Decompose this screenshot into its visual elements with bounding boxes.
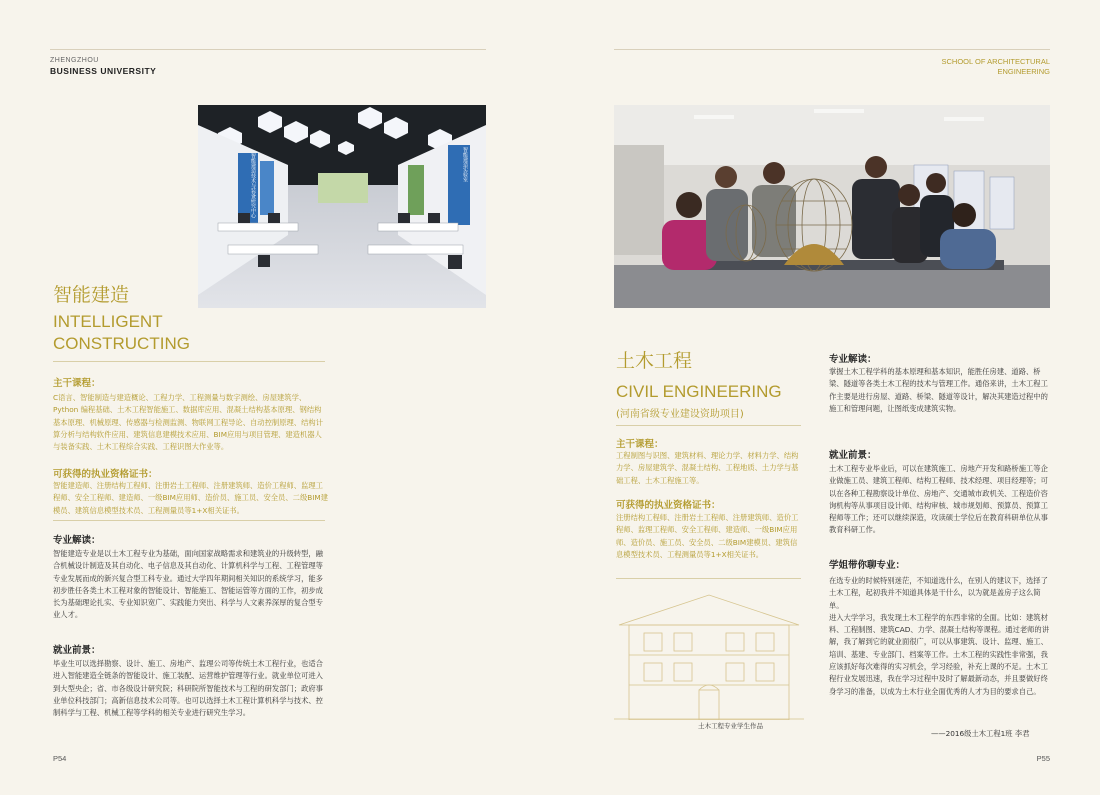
intro-heading: 专业解读： [829, 354, 877, 365]
section-divider [53, 520, 325, 521]
intro-heading: 专业解读： [53, 535, 101, 546]
courses-text: C语言、智能制造与建造概论、工程力学、工程测量与数字测绘、房屋建筑学、Python 编程基础、土木工程智能施工、数据库应用、混凝土结构基本原理、钢结构基本原理、机械原理、传感器与检测监测、物联网工程导论、自动控制原理、结构计算分析与结构软件应用、建筑信息建模技术应用、BIM应用与项目管理、建造机器人与装备实践、土木工程综合实践、工程识图大作业等。 [53, 393, 323, 452]
school-line-1: SCHOOL OF ARCHITECTURAL [941, 57, 1050, 66]
job-heading: 就业前景： [53, 645, 101, 656]
cert-heading: 可获得的执业资格证书： [53, 469, 158, 480]
major-title-cn: 智能建造 [53, 284, 130, 306]
courses-heading: 主干课程： [53, 378, 101, 389]
major-subtitle: (河南省级专业建设资助项目) [616, 409, 744, 420]
cert-text: 注册结构工程师、注册岩土工程师、注册建筑师、造价工程师、监理工程师、安全工程师、建造师、一级BIM应用师、造价员、施工员、安全员、二级BIM建模员、建筑信息模型技术员、工程测量员等1+X相关证书。 [616, 513, 799, 559]
major-title-en-2: CONSTRUCTING [53, 334, 190, 353]
cert-text: 智能建造师、注册结构工程师、注册岩土工程师、注册建筑师、造价工程师、监理工程师、安全工程师、建造师、一级BIM应用师、造价员、施工员、安全员、二级BIM建模员、建筑信息模型技术员、工程测量员等1+X相关证书。 [53, 481, 328, 515]
intro-text: 掌握土木工程学科的基本原理和基本知识，能胜任房建、道路、桥梁、隧道等各类土木工程的技术与管理工作。通俗来讲，土木工程工作主要是进行房屋、道路、桥梁、隧道等设计，解决其建造过程中的施工和管理问题，让图纸变成建筑实物。 [829, 367, 1048, 413]
brand-line-1: ZHENGZHOU [50, 57, 99, 64]
signature: ——2016级土木工程1班 李君 [931, 729, 1030, 738]
job-text: 土木工程专业毕业后，可以在建筑施工、房地产开发和路桥施工等企业做施工员、建筑工程师、结构工程师、技术经理、项目经理等；可以在各种工程勘察设计单位、房地产、交通城市政机关、工程造价咨询机构等从事项目设计师、结构审核、城市规划师、预算员、预算工程师等工作；还可以继续深造，攻读硕士学位后在教育科研单位从事教育科研工作。 [829, 464, 1048, 535]
title-divider [616, 425, 801, 426]
intro-text: 智能建造专业是以土木工程专业为基础，面向国家战略需求和建筑业的升级转型，融合机械设计制造及其自动化、电子信息及其自动化、计算机科学与工程、工程管理等专业发展而成的新兴复合型工科专业。通过大学四年期间相关知识的系统学习，能多初步胜任各类土木工程对象的智能设计、智能施工、智能运管等方面的工作，初步成长为基础理论扎实、专业知识宽广、实践能力突出、科学与人文素养深厚的复合型专业人才。 [53, 549, 323, 620]
courses-text: 工程制图与识图、建筑材料、理论力学、材料力学、结构力学、房屋建筑学、混凝土结构、工程地质、土力学与基础工程、土木工程施工等。 [616, 451, 799, 485]
school-name [942, 57, 1051, 77]
top-rule [614, 49, 1050, 50]
page-number-left: P54 [53, 754, 67, 763]
right-page [550, 0, 1100, 795]
top-rule [50, 49, 486, 50]
major-title-en-1: INTELLIGENT [53, 312, 163, 331]
school-line-2: ENGINEERING [997, 67, 1050, 76]
major-title-en: CIVIL ENGINEERING [616, 382, 782, 401]
page-number-right: P55 [1036, 754, 1050, 763]
building-drawing [614, 585, 804, 720]
job-text: 毕业生可以选择勘察、设计、施工、房地产、监理公司等传统土木工程行业，也适合进入智能建造全链条的智能设计、施工装配、运营维护管理等行业。就业单位可进入到大型央企；省、市各级设计研究院；科研院所智能技术与工程的研发部门；政府事业单位科技部门；高新信息技术公司等。也可以选择土木工程计算机科学与技术、控制科学与工程、机械工程等学科的相关专业进行研究生学习。 [53, 659, 323, 718]
university-brand [50, 56, 156, 76]
photo-caption: 土木工程专业学生作品 [698, 722, 763, 730]
senior-heading: 学姐带你聊专业： [829, 560, 906, 571]
major-title-cn: 土木工程 [616, 350, 693, 372]
cert-heading: 可获得的执业资格证书： [616, 500, 721, 511]
lab-photo [198, 105, 486, 308]
courses-heading: 主干课程： [616, 439, 664, 450]
lab-sign-left: 智能建造技术与装备研究中心 [250, 153, 256, 218]
students-photo [614, 105, 1050, 308]
title-divider [53, 361, 325, 362]
brand-line-2: BUSINESS UNIVERSITY [50, 66, 157, 76]
job-heading: 就业前景： [829, 450, 877, 461]
section-divider [616, 578, 801, 579]
senior-text: 在选专业的时候特别迷茫，不知道选什么，在别人的建议下，选择了土木工程，起初我并不知道具体是干什么，以为就是盖房子这么简单。 进入大学学习，我发现土木工程学的东西非常的全面。比如：建筑材料、工程制图、建筑CAD、力学、混凝土结构等课程。通过老师的讲解，我了解到它的就业面很广，可以从事建筑、设计、监理、施工、培训、基建、专业部门、档案等工作。土木工程的实践性非常强，我应该抓好每次难得的实习机会，学习经验，补充上课的不足。土木工程行业发展迅速，我在学习过程中及时了解最新动态，并且要做好终身学习的准备，以成为土木行业全面优秀的人才为目的要求自己。 [829, 576, 1050, 696]
lab-sign-right: 智能建造实验室 [462, 147, 468, 182]
